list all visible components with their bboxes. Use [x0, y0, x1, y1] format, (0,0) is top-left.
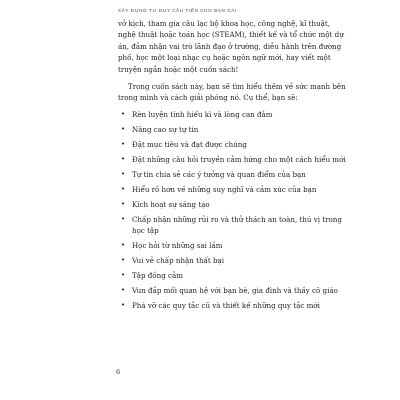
bullet-dot-icon: • — [121, 285, 126, 294]
bullet-item — [118, 124, 350, 135]
bullet-text: Tự tin chia sẻ các ý tưởng và quan điểm của bạn — [132, 169, 306, 179]
bullet-text: Chấp nhận những rủi ro và thử thách an toàn, thú vị trong học tập — [132, 214, 342, 235]
bullet-item — [118, 285, 350, 296]
bullet-item — [118, 240, 350, 251]
bullet-text: Nâng cao sự tự tin — [132, 124, 199, 134]
bullet-item — [118, 255, 350, 266]
bullet-item — [118, 199, 350, 210]
bullet-text: Vun đắp mối quan hệ với bạn bè, gia đình và thầy cô giáo — [132, 285, 338, 295]
bullet-text: Hiểu rõ hơn về những suy nghĩ và cảm xúc của bạn — [132, 184, 317, 194]
bullet-item — [118, 169, 350, 180]
bullet-dot-icon: • — [121, 154, 126, 163]
bullet-text: Đặt mục tiêu và đạt được chúng — [132, 139, 247, 149]
bullet-item — [118, 270, 350, 281]
bullet-text: Tập đồng cảm — [132, 270, 183, 280]
bullet-text: Phá vỡ các quy tắc cũ và thiết kế những quy tắc mới — [132, 300, 320, 310]
bullet-item — [118, 184, 350, 195]
bullet-text: Vui vẻ chấp nhận thất bại — [132, 255, 225, 265]
bullet-dot-icon: • — [121, 270, 126, 279]
bullet-item — [118, 214, 350, 236]
bullet-dot-icon: • — [121, 300, 126, 309]
bullet-item — [118, 109, 350, 120]
bullet-text: Đặt những câu hỏi truyền cảm hứng cho một cách hiểu mới — [132, 154, 346, 164]
bullet-item — [118, 139, 350, 150]
bullet-dot-icon: • — [121, 240, 126, 249]
bullet-dot-icon: • — [121, 184, 126, 193]
bullet-dot-icon: • — [121, 255, 126, 264]
running-header: XÂY DỰNG TƯ DUY CẦU TIẾN CHO BẠN GÁI — [118, 8, 237, 13]
bullet-dot-icon: • — [121, 169, 126, 178]
lead-paragraph: Trong cuốn sách này, bạn sẽ tìm hiểu thêm về sức mạnh bên trong mình và cách giải phóng nó. Cụ thể, bạn sẽ: — [118, 82, 346, 103]
bullet-list — [118, 109, 350, 311]
body-text — [118, 18, 350, 315]
bullet-item — [118, 154, 350, 165]
bullet-dot-icon: • — [121, 214, 126, 223]
bullet-dot-icon: • — [121, 199, 126, 208]
intro-paragraph: vở kịch, tham gia câu lạc bộ khoa học, công nghệ, kĩ thuật, nghệ thuật hoặc toán học (STEAM), thiết kế và tổ chức một dự án, đảm nhận vai trò lãnh đạo ở trường, diễu hành trên đường phố, học một loại nhạc cụ hoặc ngôn ngữ mới, hay viết một truyện ngắn hoặc một cuốn sách! — [118, 19, 344, 74]
bullet-item — [118, 300, 350, 311]
bullet-text: Học hỏi từ những sai lầm — [132, 240, 223, 250]
bullet-text: Rèn luyện tính hiếu kì và lòng can đảm — [132, 109, 273, 119]
bullet-dot-icon: • — [121, 124, 126, 133]
bullet-dot-icon: • — [121, 109, 126, 118]
page-number: 6 — [116, 368, 121, 376]
bullet-text: Kích hoạt sự sáng tạo — [132, 199, 210, 209]
bullet-dot-icon: • — [121, 139, 126, 148]
